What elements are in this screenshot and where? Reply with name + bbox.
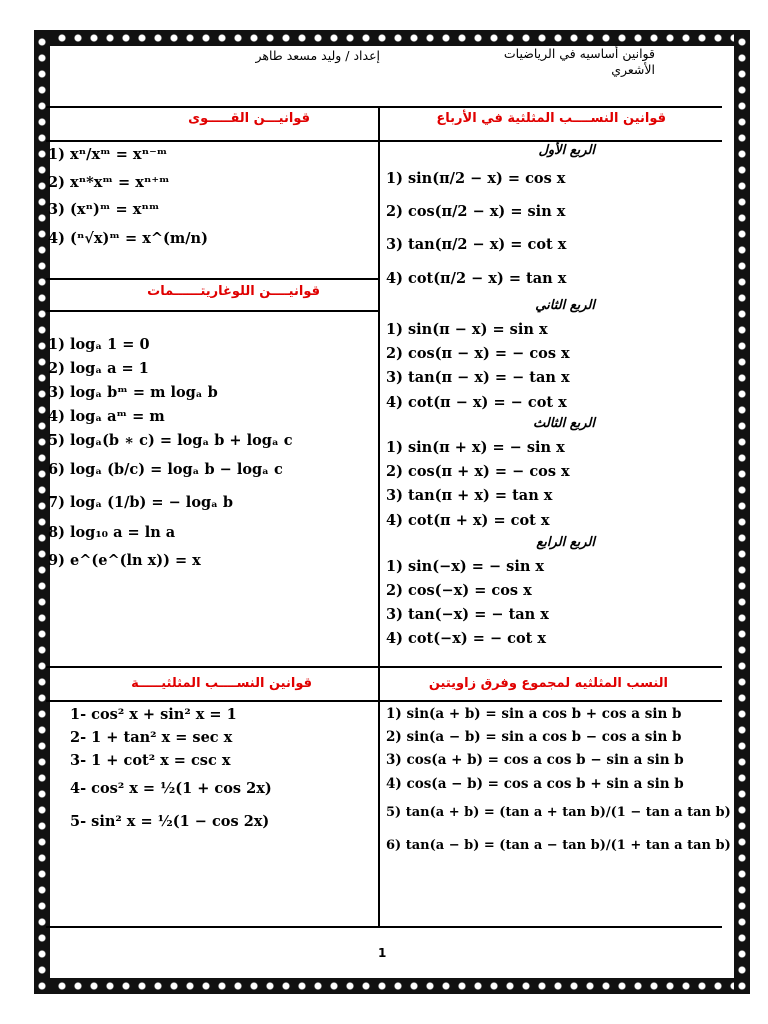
- doc-title-line1: قوانين أساسيه في الرياضيات: [503, 46, 655, 61]
- q1-rule-2: 2) cos(π/2 − x) = sin x: [386, 203, 566, 220]
- sum-diff-3: 3) cos(a + b) = cos a cos b − sin a sin b: [386, 752, 684, 768]
- q1-rule-4: 4) cot(π/2 − x) = tan x: [386, 270, 567, 287]
- q1-rule-1: 1) sin(π/2 − x) = cos x: [386, 170, 566, 187]
- identity-3: 3- 1 + cot² x = csc x: [70, 752, 231, 769]
- border-right: [734, 30, 750, 994]
- identity-2: 2- 1 + tan² x = sec x: [70, 729, 233, 746]
- grid-line-mid: [46, 666, 722, 668]
- q4-rule-4: 4) cot(−x) = − cot x: [386, 630, 547, 647]
- sum-diff-2: 2) sin(a − b) = sin a cos b − cos a sin b: [386, 729, 682, 745]
- border-top: [34, 30, 750, 46]
- sum-diff-4: 4) cos(a − b) = cos a cos b + sin a sin b: [386, 776, 684, 792]
- grid-line-left-2: [46, 310, 378, 312]
- q4-rule-3: 3) tan(−x) = − tan x: [386, 606, 549, 623]
- grid-divider-vertical: [378, 106, 380, 926]
- log-rule-1: 1) logₐ 1 = 0: [48, 336, 150, 353]
- log-rule-7: 7) logₐ (1/b) = − logₐ b: [48, 494, 234, 511]
- identity-4: 4- cos² x = ½(1 + cos 2x): [70, 780, 272, 797]
- grid-line-under-titles: [46, 140, 722, 142]
- identities-title: قوانين النســــب المثلثيـــــة: [131, 676, 312, 691]
- q2-rule-4: 4) cot(π − x) = − cot x: [386, 394, 567, 411]
- q4-rule-1: 1) sin(−x) = − sin x: [386, 558, 545, 575]
- quadrant-2-label: الربع الثاني: [535, 298, 595, 313]
- log-rule-2: 2) logₐ a = 1: [48, 360, 149, 377]
- log-rule-6: 6) logₐ (b/c) = logₐ b − logₐ c: [48, 461, 283, 478]
- power-rule-4: 4) (ⁿ√x)ᵐ = x^(m/n): [48, 230, 208, 247]
- sum-diff-title: النسب المثلثيه لمجموع وفرق زاويتين: [428, 676, 668, 691]
- identity-1: 1- cos² x + sin² x = 1: [70, 706, 237, 723]
- grid-line-left-1: [46, 278, 378, 280]
- q2-rule-3: 3) tan(π − x) = − tan x: [386, 369, 570, 386]
- power-rule-3: 3) (xⁿ)ᵐ = xⁿᵐ: [48, 201, 160, 218]
- q2-rule-1: 1) sin(π − x) = sin x: [386, 321, 548, 338]
- logs-title: قوانيــــن اللوغاريتــــــمات: [147, 284, 320, 299]
- sum-diff-5: 5) tan(a + b) = (tan a + tan b)/(1 − tan a tan b): [386, 805, 731, 820]
- quadrant-3-label: الربع الثالث: [533, 416, 595, 431]
- q3-rule-4: 4) cot(π + x) = cot x: [386, 512, 550, 529]
- border-bottom: [34, 978, 750, 994]
- q3-rule-3: 3) tan(π + x) = tan x: [386, 487, 553, 504]
- author-label: إعداد / وليد مسعد طاهر: [255, 48, 380, 63]
- power-rule-1: 1) xⁿ/xᵐ = xⁿ⁻ᵐ: [48, 146, 168, 163]
- grid-line-mid-2: [46, 700, 722, 702]
- log-rule-8: 8) log₁₀ a = ln a: [48, 524, 176, 541]
- log-rule-4: 4) logₐ aᵐ = m: [48, 408, 165, 425]
- sum-diff-6: 6) tan(a − b) = (tan a − tan b)/(1 + tan a tan b): [386, 838, 731, 853]
- page-number: 1: [378, 946, 387, 960]
- log-rule-9: 9) e^(e^(ln x)) = x: [48, 552, 201, 569]
- quadrant-1-label: الربع الأول: [538, 143, 595, 158]
- identity-5: 5- sin² x = ½(1 − cos 2x): [70, 813, 270, 830]
- q1-rule-3: 3) tan(π/2 − x) = cot x: [386, 236, 567, 253]
- doc-title-line2: الأشعري: [611, 62, 655, 77]
- q2-rule-2: 2) cos(π − x) = − cos x: [386, 345, 570, 362]
- grid-line-bottom: [46, 926, 722, 928]
- grid-line-top: [46, 106, 722, 108]
- q3-rule-1: 1) sin(π + x) = − sin x: [386, 439, 565, 456]
- sum-diff-1: 1) sin(a + b) = sin a cos b + cos a sin b: [386, 706, 682, 722]
- quadrant-4-label: الربع الرابع: [536, 535, 595, 550]
- quadrants-title: قوانين النســــب المثلثية في الأرباع: [436, 111, 666, 126]
- q4-rule-2: 2) cos(−x) = cos x: [386, 582, 532, 599]
- power-rule-2: 2) xⁿ*xᵐ = xⁿ⁺ᵐ: [48, 174, 170, 191]
- log-rule-3: 3) logₐ bᵐ = m logₐ b: [48, 384, 218, 401]
- log-rule-5: 5) logₐ(b ∗ c) = logₐ b + logₐ c: [48, 432, 293, 449]
- powers-title: قوانيـــن القـــــوى: [188, 111, 310, 126]
- q3-rule-2: 2) cos(π + x) = − cos x: [386, 463, 570, 480]
